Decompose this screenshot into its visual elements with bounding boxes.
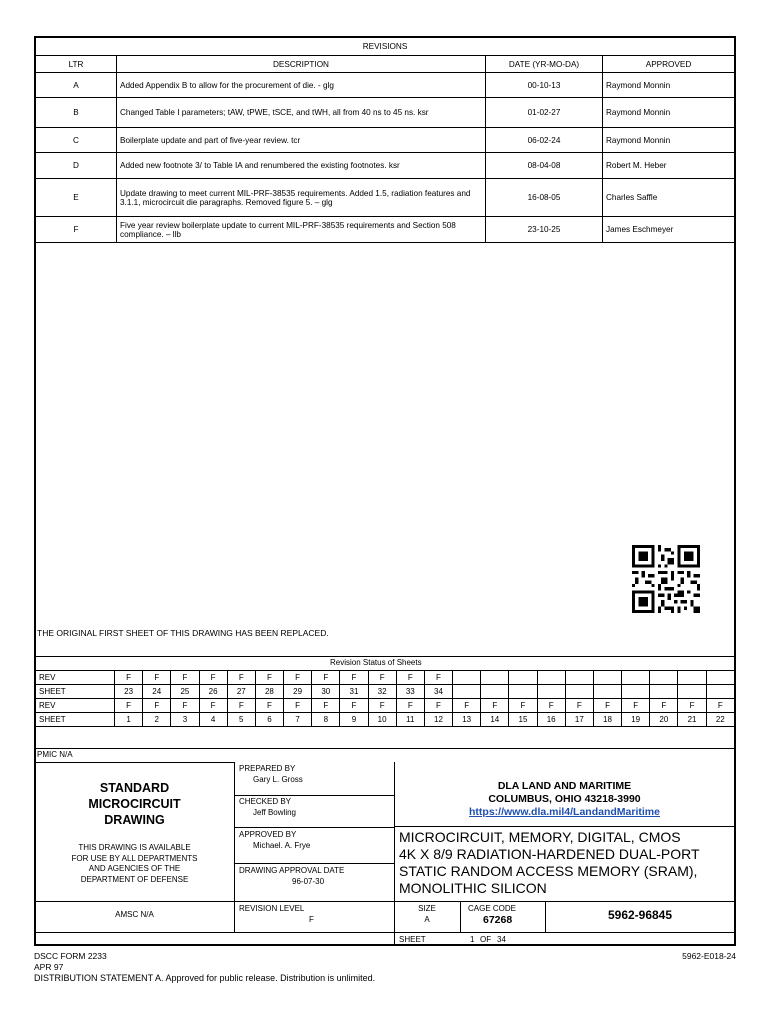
status-cell: 5 bbox=[227, 713, 255, 727]
status-cell: F bbox=[227, 671, 255, 685]
status-cell: F bbox=[368, 671, 396, 685]
rev-ltr: C bbox=[36, 128, 117, 153]
status-cell bbox=[593, 685, 621, 699]
status-cell: 14 bbox=[481, 713, 509, 727]
size-value: A bbox=[424, 915, 430, 924]
status-cell: F bbox=[340, 699, 368, 713]
drawing-label: DRAWING bbox=[104, 813, 165, 827]
agency-city: COLUMBUS, OHIO 43218-3990 bbox=[488, 793, 641, 805]
status-title: Revision Status of Sheets bbox=[330, 658, 422, 667]
standard-label: STANDARD bbox=[99, 781, 170, 795]
status-cell: 3 bbox=[171, 713, 199, 727]
availability-line: FOR USE BY ALL DEPARTMENTS bbox=[71, 853, 198, 863]
divider bbox=[35, 932, 735, 933]
approval-date: 96-07-30 bbox=[292, 877, 325, 886]
table-row bbox=[36, 98, 735, 128]
form-number: DSCC FORM 2233 bbox=[34, 951, 107, 961]
status-cell: F bbox=[565, 699, 593, 713]
rev-date: 08-04-08 bbox=[486, 153, 603, 179]
status-cell: 13 bbox=[453, 713, 481, 727]
rev-description: Boilerplate update and part of five-year review. tcr bbox=[117, 128, 486, 153]
rev-description: Added Appendix B to allow for the procurement of die. - glg bbox=[117, 73, 486, 98]
status-cell: F bbox=[312, 699, 340, 713]
status-cell: F bbox=[143, 671, 171, 685]
rev-date: 16-08-05 bbox=[486, 179, 603, 217]
sheet-of: OF bbox=[480, 935, 492, 944]
replaced-note: THE ORIGINAL FIRST SHEET OF THIS DRAWING HAS BEEN REPLACED. bbox=[37, 628, 329, 638]
rev-date: 23-10-25 bbox=[486, 217, 603, 243]
rev-row bbox=[36, 699, 735, 713]
rev-date: 01-02-27 bbox=[486, 98, 603, 128]
divider bbox=[35, 748, 735, 749]
header-description: DESCRIPTION bbox=[117, 56, 486, 73]
status-cell bbox=[593, 671, 621, 685]
rev-description: Added new footnote 3/ to Table IA and renumbered the existing footnotes. ksr bbox=[117, 153, 486, 179]
sheet-label: SHEET bbox=[399, 935, 426, 944]
checked-by-name: Jeff Bowling bbox=[253, 808, 296, 817]
status-cell: 25 bbox=[171, 685, 199, 699]
status-cell: F bbox=[481, 699, 509, 713]
header-approved: APPROVED bbox=[603, 56, 735, 73]
drawing-title-line: STATIC RANDOM ACCESS MEMORY (SRAM), bbox=[399, 863, 698, 879]
distribution-statement: DISTRIBUTION STATEMENT A. Approved for public release. Distribution is unlimited. bbox=[34, 973, 376, 983]
status-cell: F bbox=[396, 699, 424, 713]
status-cell: 28 bbox=[255, 685, 283, 699]
prepared-by-name: Gary L. Gross bbox=[253, 775, 303, 784]
status-cell bbox=[678, 671, 706, 685]
status-cell: F bbox=[199, 671, 227, 685]
status-cell bbox=[509, 685, 537, 699]
revision-level-label: REVISION LEVEL bbox=[239, 904, 305, 913]
status-cell: F bbox=[284, 671, 312, 685]
rev-approved: Raymond Monnin bbox=[603, 73, 735, 98]
status-cell bbox=[537, 671, 565, 685]
checked-by-label: CHECKED BY bbox=[239, 797, 292, 806]
rev-ltr: F bbox=[36, 217, 117, 243]
status-cell: 4 bbox=[199, 713, 227, 727]
status-row-label: REV bbox=[36, 699, 115, 713]
status-cell: F bbox=[199, 699, 227, 713]
table-row bbox=[36, 179, 735, 217]
approved-by-label: APPROVED BY bbox=[239, 830, 297, 839]
status-cell: 27 bbox=[227, 685, 255, 699]
status-cell bbox=[678, 685, 706, 699]
rev-approved: Raymond Monnin bbox=[603, 128, 735, 153]
status-cell: 18 bbox=[593, 713, 621, 727]
availability-line: THIS DRAWING IS AVAILABLE bbox=[78, 843, 191, 852]
status-cell: F bbox=[312, 671, 340, 685]
status-cell bbox=[537, 685, 565, 699]
status-cell: F bbox=[396, 671, 424, 685]
status-cell: 7 bbox=[284, 713, 312, 727]
status-cell: 10 bbox=[368, 713, 396, 727]
status-cell bbox=[650, 671, 678, 685]
status-cell: F bbox=[650, 699, 678, 713]
status-cell bbox=[622, 685, 650, 699]
divider bbox=[394, 826, 735, 827]
status-cell: 19 bbox=[622, 713, 650, 727]
status-cell: F bbox=[678, 699, 706, 713]
divider bbox=[234, 795, 394, 796]
status-cell: F bbox=[593, 699, 621, 713]
document-number: 5962-96845 bbox=[607, 908, 673, 922]
divider bbox=[234, 762, 235, 932]
status-cell: F bbox=[509, 699, 537, 713]
status-cell: F bbox=[227, 699, 255, 713]
rev-approved: Robert M. Heber bbox=[603, 153, 735, 179]
cage-code-label: CAGE CODE bbox=[468, 904, 517, 913]
status-cell: F bbox=[115, 699, 143, 713]
status-cell: 32 bbox=[368, 685, 396, 699]
rev-row bbox=[36, 671, 735, 685]
divider bbox=[460, 901, 461, 932]
sheet-total: 34 bbox=[497, 935, 506, 944]
status-cell: 29 bbox=[284, 685, 312, 699]
table-row bbox=[36, 153, 735, 179]
rev-date: 00-10-13 bbox=[486, 73, 603, 98]
rev-date: 06-02-24 bbox=[486, 128, 603, 153]
status-cell: F bbox=[255, 699, 283, 713]
status-cell: F bbox=[171, 671, 199, 685]
status-cell bbox=[622, 671, 650, 685]
drawing-title-line: 4K X 8/9 RADIATION-HARDENED DUAL-PORT bbox=[399, 846, 700, 862]
agency-link[interactable]: https://www.dla.mil4/LandandMaritime bbox=[469, 806, 660, 818]
revisions-title: REVISIONS bbox=[36, 38, 735, 56]
rev-ltr: D bbox=[36, 153, 117, 179]
status-cell bbox=[706, 685, 734, 699]
status-row-label: REV bbox=[36, 671, 115, 685]
rev-ltr: A bbox=[36, 73, 117, 98]
status-cell: F bbox=[537, 699, 565, 713]
status-cell: 1 bbox=[115, 713, 143, 727]
status-cell: 17 bbox=[565, 713, 593, 727]
status-cell bbox=[509, 671, 537, 685]
status-cell: 15 bbox=[509, 713, 537, 727]
approval-date-label: DRAWING APPROVAL DATE bbox=[239, 866, 345, 875]
status-cell: 16 bbox=[537, 713, 565, 727]
status-cell: F bbox=[424, 699, 452, 713]
status-cell: 12 bbox=[424, 713, 452, 727]
agency-name: DLA LAND AND MARITIME bbox=[497, 780, 632, 792]
status-cell: F bbox=[284, 699, 312, 713]
status-cell bbox=[706, 671, 734, 685]
status-cell: 6 bbox=[255, 713, 283, 727]
status-cell: 20 bbox=[650, 713, 678, 727]
rev-description: Changed Table I parameters; tAW, tPWE, tSCE, and tWH, all from 40 ns to 45 ns. ksr bbox=[117, 98, 486, 128]
status-cell: 11 bbox=[396, 713, 424, 727]
divider bbox=[234, 827, 394, 828]
drawing-title-line: MICROCIRCUIT, MEMORY, DIGITAL, CMOS bbox=[399, 829, 681, 845]
status-cell bbox=[453, 671, 481, 685]
status-cell bbox=[565, 671, 593, 685]
revision-status-table bbox=[35, 670, 735, 727]
status-cell: 24 bbox=[143, 685, 171, 699]
status-cell: F bbox=[171, 699, 199, 713]
status-cell bbox=[481, 685, 509, 699]
status-cell: 31 bbox=[340, 685, 368, 699]
status-cell: 34 bbox=[424, 685, 452, 699]
status-cell bbox=[650, 685, 678, 699]
status-cell: F bbox=[453, 699, 481, 713]
rev-approved: Charles Saffle bbox=[603, 179, 735, 217]
status-cell: 30 bbox=[312, 685, 340, 699]
revision-level: F bbox=[309, 915, 314, 924]
status-cell: 23 bbox=[115, 685, 143, 699]
status-cell: 9 bbox=[340, 713, 368, 727]
header-date: DATE (YR-MO-DA) bbox=[486, 56, 603, 73]
approved-by-name: Michael. A. Frye bbox=[253, 841, 311, 850]
status-cell bbox=[565, 685, 593, 699]
sheet-number: 1 bbox=[470, 935, 475, 944]
status-title-row bbox=[35, 656, 735, 671]
header-ltr: LTR bbox=[36, 56, 117, 73]
status-cell: F bbox=[143, 699, 171, 713]
status-cell: F bbox=[424, 671, 452, 685]
status-cell: F bbox=[706, 699, 734, 713]
drawing-title-line: MONOLITHIC SILICON bbox=[399, 880, 547, 896]
status-cell: 2 bbox=[143, 713, 171, 727]
status-cell: F bbox=[115, 671, 143, 685]
size-label: SIZE bbox=[418, 904, 436, 913]
divider bbox=[35, 901, 735, 902]
microcircuit-label: MICROCIRCUIT bbox=[88, 797, 181, 811]
status-cell: 26 bbox=[199, 685, 227, 699]
status-cell bbox=[481, 671, 509, 685]
cage-code: 67268 bbox=[483, 914, 513, 926]
status-cell: F bbox=[622, 699, 650, 713]
form-date: APR 97 bbox=[34, 962, 64, 972]
rev-ltr: B bbox=[36, 98, 117, 128]
status-cell: F bbox=[340, 671, 368, 685]
rev-description: Five year review boilerplate update to current MIL-PRF-38535 requirements and Section 508 compliance. – llb bbox=[117, 217, 486, 243]
status-cell: 8 bbox=[312, 713, 340, 727]
rev-approved: James Eschmeyer bbox=[603, 217, 735, 243]
table-row bbox=[36, 217, 735, 243]
availability-line: AND AGENCIES OF THE bbox=[88, 864, 181, 873]
divider bbox=[234, 863, 394, 864]
rev-approved: Raymond Monnin bbox=[603, 98, 735, 128]
document-code: 5962-E018-24 bbox=[682, 951, 736, 961]
status-cell: 22 bbox=[706, 713, 734, 727]
status-cell: F bbox=[368, 699, 396, 713]
status-row-label: SHEET bbox=[36, 685, 115, 699]
qr-code-icon bbox=[632, 545, 700, 613]
status-cell: F bbox=[255, 671, 283, 685]
status-cell: 21 bbox=[678, 713, 706, 727]
sheet-row bbox=[36, 713, 735, 727]
status-cell: 33 bbox=[396, 685, 424, 699]
table-row bbox=[36, 128, 735, 153]
rev-ltr: E bbox=[36, 179, 117, 217]
status-row-label: SHEET bbox=[36, 713, 115, 727]
divider bbox=[35, 762, 234, 763]
amsc-label: AMSC N/A bbox=[115, 910, 154, 919]
table-row bbox=[36, 73, 735, 98]
availability-line: DEPARTMENT OF DEFENSE bbox=[80, 874, 189, 884]
sheet-row bbox=[36, 685, 735, 699]
status-cell bbox=[453, 685, 481, 699]
prepared-by-label: PREPARED BY bbox=[239, 764, 296, 773]
rev-description: Update drawing to meet current MIL-PRF-38535 requirements. Added 1.5, radiation features and 3.1.1, microcircuit die paragraphs. Removed figure 5. – glg bbox=[117, 179, 486, 217]
revisions-table bbox=[35, 37, 735, 243]
pmic-label: PMIC N/A bbox=[37, 750, 73, 759]
